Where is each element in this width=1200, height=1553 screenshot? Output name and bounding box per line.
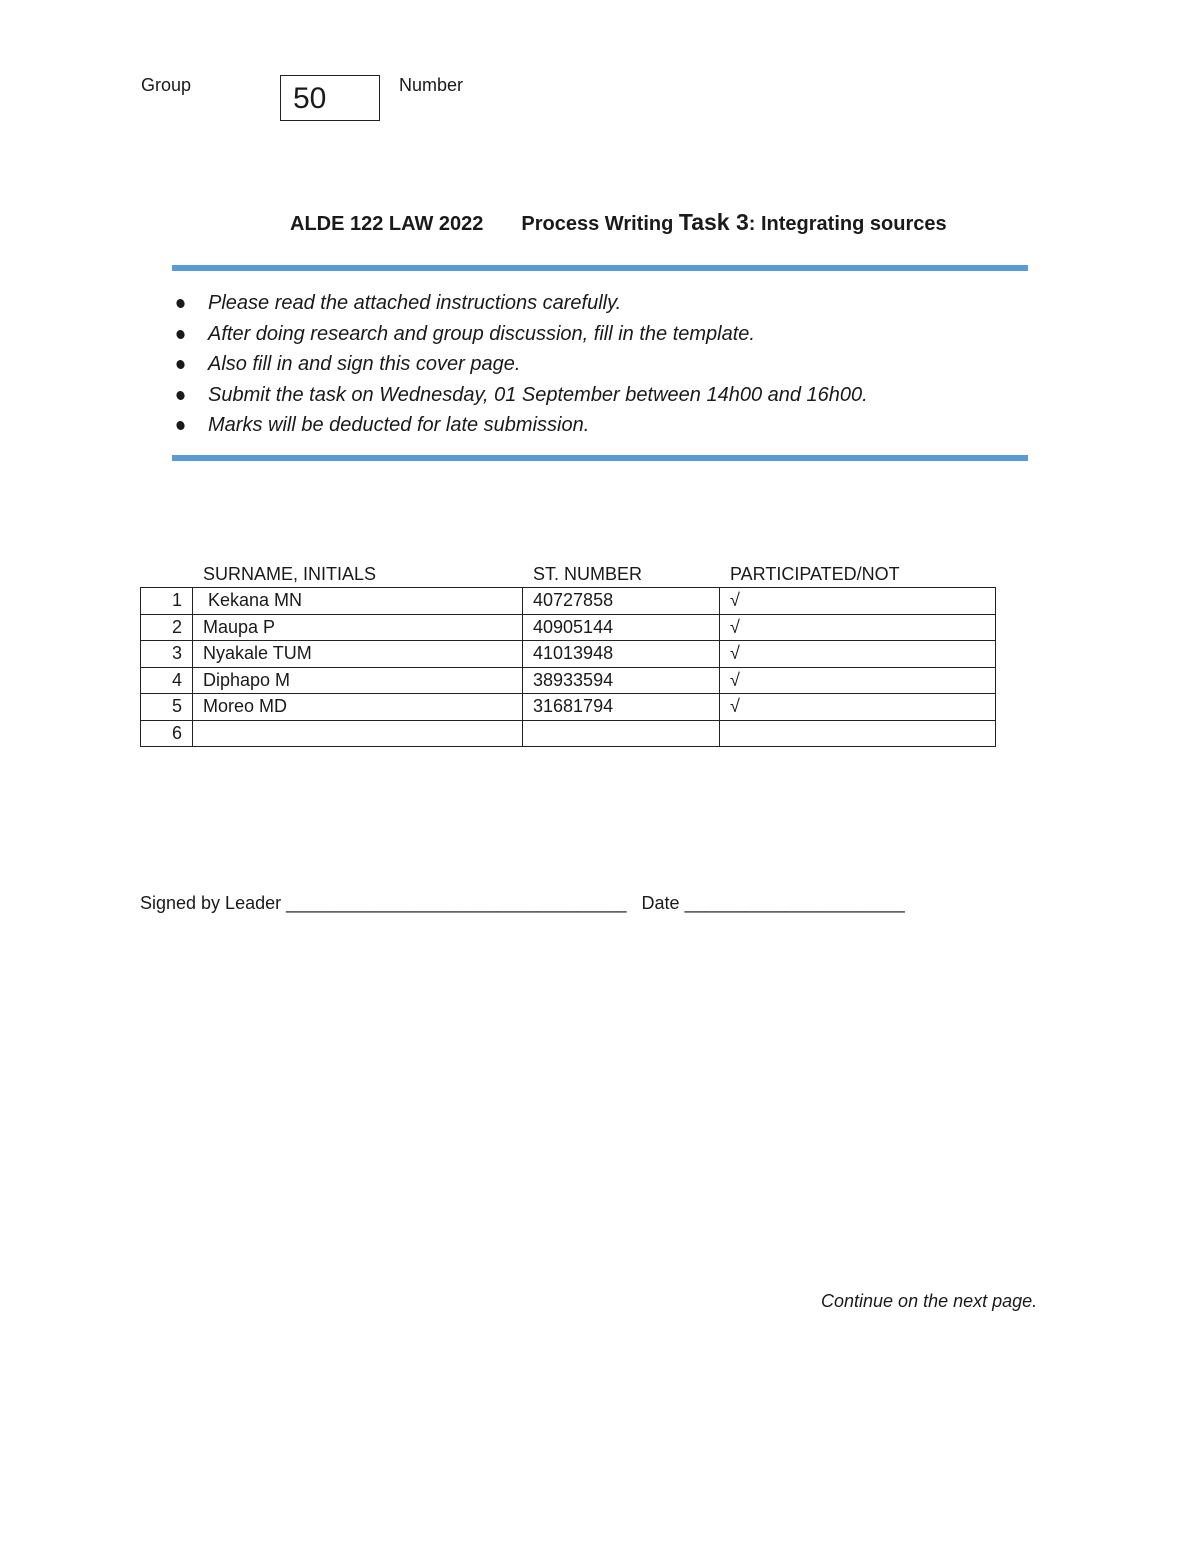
group-number-box: 50 [280,75,380,121]
instruction-item: Also fill in and sign this cover page. [174,349,868,380]
member-name: Diphapo M [193,667,523,694]
member-student-number: 40727858 [523,588,720,615]
row-number: 2 [141,614,193,641]
page-title [290,209,947,236]
column-header-participated: PARTICIPATED/NOT [730,564,900,584]
bullet-icon [175,359,186,370]
row-number: 3 [141,641,193,668]
member-name: Nyakale TUM [193,641,523,668]
row-number: 4 [141,667,193,694]
task-suffix: : Integrating sources [748,213,947,235]
members-table [140,587,996,747]
member-student-number: 40905144 [523,614,720,641]
divider-bottom [172,455,1028,461]
member-participated: √ [720,641,996,668]
signature-blank: __________________________________ [286,893,627,913]
member-name [193,720,523,747]
table-row [141,720,996,747]
column-header-student-number: ST. NUMBER [533,564,643,584]
number-label: Number [399,75,464,95]
member-participated: √ [720,694,996,721]
table-row [141,614,996,641]
member-participated: √ [720,588,996,615]
signed-label: Signed by Leader [140,893,282,913]
course-title: ALDE 122 LAW 2022 [290,213,484,235]
bullet-icon [175,420,186,431]
divider-top [172,265,1028,271]
row-number: 1 [141,588,193,615]
member-student-number [523,720,720,747]
date-label: Date [641,893,680,913]
row-number: 6 [141,720,193,747]
instruction-item: Please read the attached instructions carefully. [174,288,868,319]
member-student-number: 41013948 [523,641,720,668]
instruction-item: After doing research and group discussion, fill in the template. [174,319,868,350]
table-row [141,694,996,721]
table-row [141,667,996,694]
task-prefix: Process Writing [521,213,679,235]
task-word: Task 3 [678,209,749,235]
member-participated [720,720,996,747]
instruction-item: Marks will be deducted for late submission. [174,410,868,441]
member-student-number: 38933594 [523,667,720,694]
member-name: Moreo MD [193,694,523,721]
column-header-name: SURNAME, INITIALS [203,564,377,584]
instruction-list [174,288,868,441]
table-row [141,588,996,615]
bullet-icon [175,298,186,309]
instruction-item: Submit the task on Wednesday, 01 September between 14h00 and 16h00. [174,380,868,411]
date-blank: ______________________ [684,893,905,913]
row-number: 5 [141,694,193,721]
continue-note: Continue on the next page. [821,1291,1038,1311]
group-label: Group [141,75,192,95]
member-participated: √ [720,667,996,694]
member-name: Kekana MN [193,588,523,615]
member-student-number: 31681794 [523,694,720,721]
member-name: Maupa P [193,614,523,641]
bullet-icon [175,390,186,401]
signature-line [140,893,905,914]
member-participated: √ [720,614,996,641]
bullet-icon [175,328,186,339]
table-row [141,641,996,668]
